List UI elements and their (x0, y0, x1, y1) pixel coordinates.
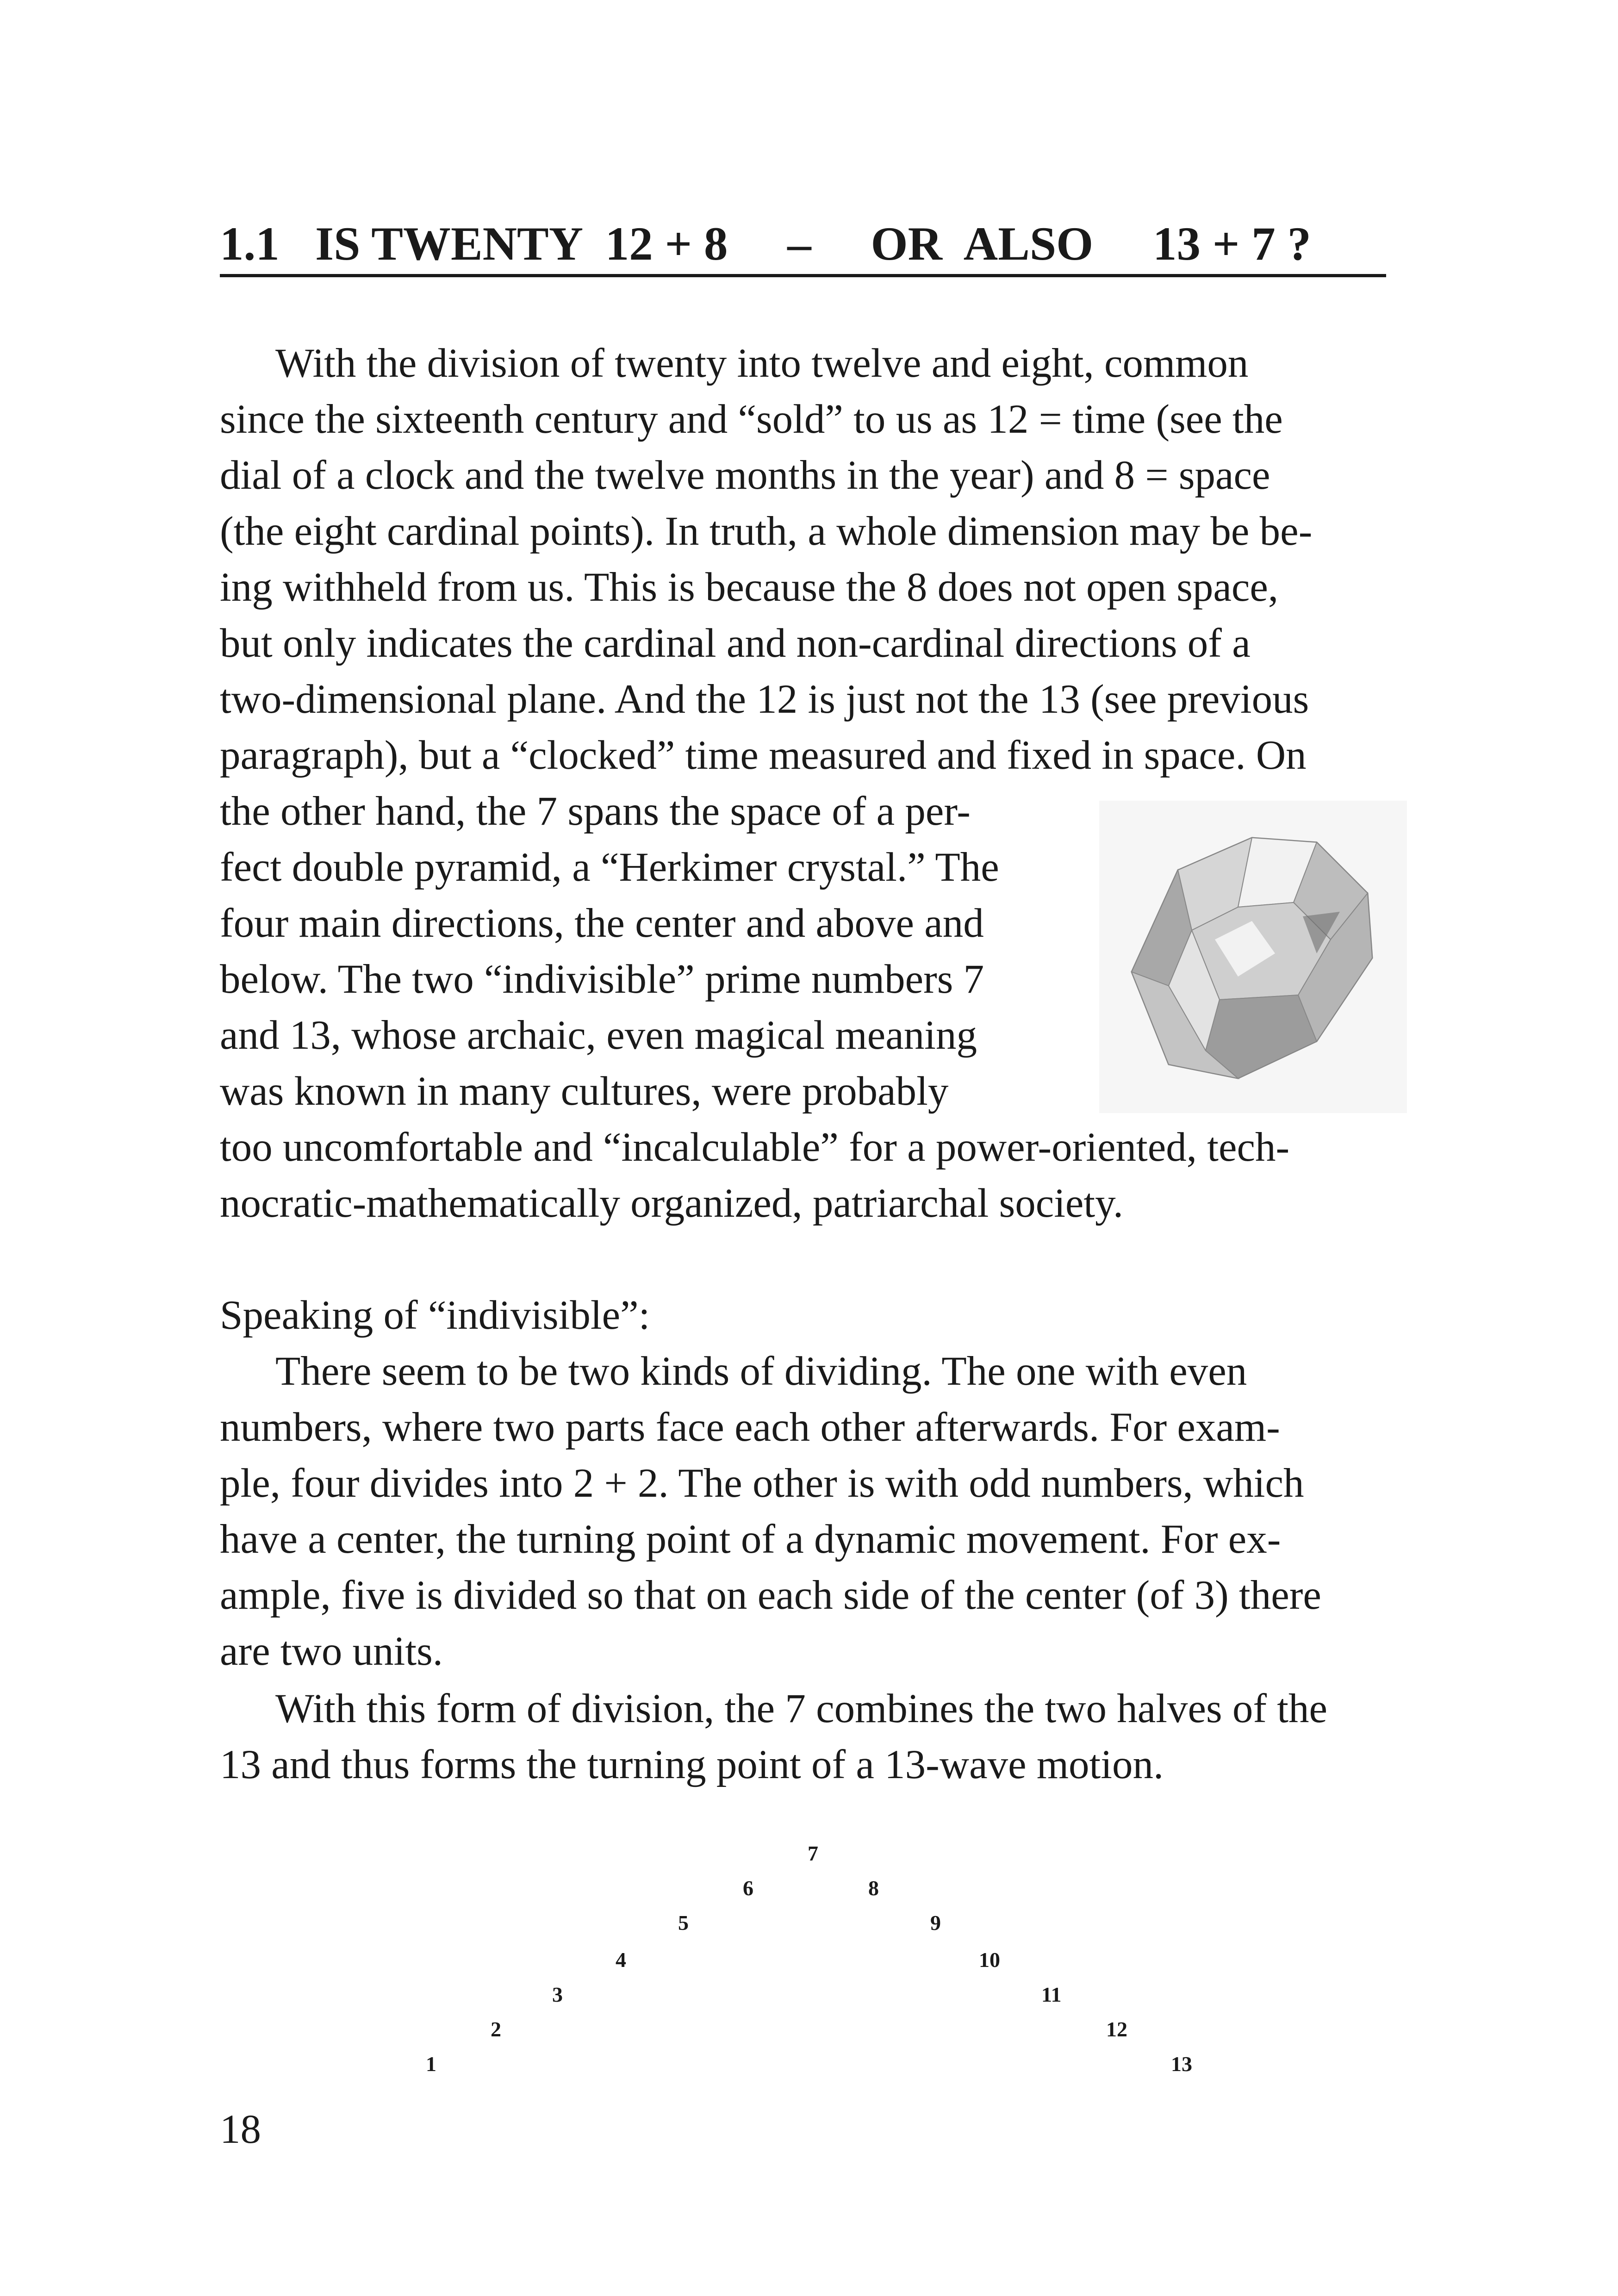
line: ing withheld from us. This is because the 8 does not open space, (220, 565, 1279, 610)
wave-number: 8 (868, 1876, 879, 1900)
line: fect double pyramid, a “Herkimer crystal.” The (220, 845, 999, 890)
page-number: 18 (220, 2107, 261, 2152)
herkimer-crystal-image (1099, 801, 1407, 1113)
wave-number: 2 (491, 2017, 501, 2041)
wave-number: 5 (678, 1911, 689, 1935)
line: dial of a clock and the twelve months in the year) and 8 = space (220, 453, 1270, 498)
paragraph-2 (220, 1288, 1407, 1680)
wave-number: 12 (1106, 2017, 1127, 2041)
line: and 13, whose archaic, even magical meaning (220, 1013, 977, 1058)
line: numbers, where two parts face each other afterwards. For exam- (220, 1405, 1280, 1450)
wave-number: 3 (552, 1983, 563, 2006)
line: There seem to be two kinds of dividing. The one with even (275, 1349, 1247, 1394)
line: With the division of twenty into twelve and eight, common (275, 341, 1249, 386)
line: 13 and thus forms the turning point of a 13-wave motion. (220, 1742, 1164, 1787)
paragraph-3 (220, 1681, 1407, 1793)
line: With this form of division, the 7 combines the two halves of the (275, 1686, 1327, 1731)
line: (the eight cardinal points). In truth, a whole dimension may be be- (220, 509, 1313, 554)
wave-number: 10 (979, 1948, 1000, 1972)
section-heading: 1.1 IS TWENTY 12 + 8 – OR ALSO 13 + 7 ? (220, 214, 1386, 277)
line: below. The two “indivisible” prime numbers 7 (220, 957, 984, 1002)
wave-number: 6 (743, 1876, 753, 1900)
paragraph-1-wrapped (220, 784, 1058, 1120)
line: four main directions, the center and above and (220, 901, 984, 946)
wave-number: 7 (808, 1842, 818, 1865)
wave-number: 13 (1171, 2052, 1192, 2076)
line: have a center, the turning point of a dynamic movement. For ex- (220, 1517, 1281, 1562)
line: paragraph), but a “clocked” time measured and fixed in space. On (220, 733, 1307, 778)
wave-number: 1 (426, 2052, 436, 2076)
wave-number: 11 (1041, 1983, 1062, 2006)
line: two-dimensional plane. And the 12 is just not the 13 (see previous (220, 677, 1309, 722)
line: are two units. (220, 1629, 443, 1674)
wave-number: 4 (616, 1948, 626, 1972)
line: ample, five is divided so that on each side of the center (of 3) there (220, 1573, 1321, 1618)
speaking-of-line: Speaking of “indivisible”: (220, 1293, 650, 1338)
line: was known in many cultures, were probably (220, 1069, 949, 1114)
line: ple, four divides into 2 + 2. The other is with odd numbers, which (220, 1461, 1304, 1506)
paragraph-1-end (220, 1120, 1407, 1232)
line: too uncomfortable and “incalculable” for a power-oriented, tech- (220, 1125, 1290, 1170)
line: the other hand, the 7 spans the space of a per- (220, 789, 971, 834)
line: but only indicates the cardinal and non-cardinal directions of a (220, 621, 1251, 666)
wave-number: 9 (930, 1911, 941, 1935)
line: since the sixteenth century and “sold” to us as 12 = time (see the (220, 397, 1283, 442)
paragraph-1-full (220, 336, 1407, 784)
line: nocratic-mathematically organized, patriarchal society. (220, 1181, 1124, 1226)
